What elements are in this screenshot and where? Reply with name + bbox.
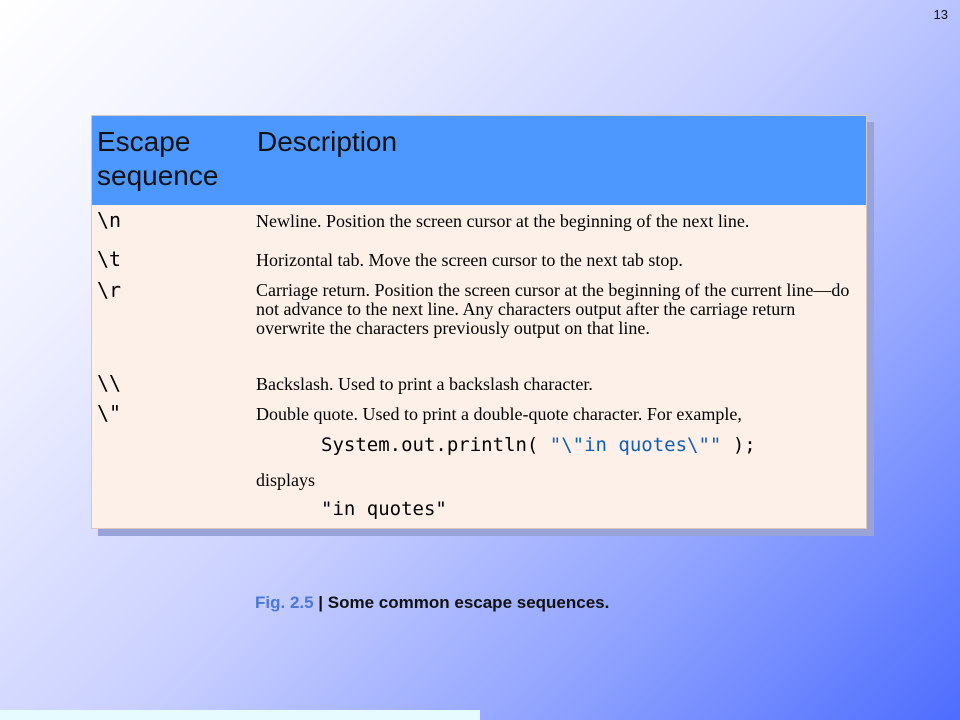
description-cell: Double quote. Used to print a double-quote character. For example, — [256, 404, 742, 424]
figure-caption — [255, 593, 609, 613]
figure-label: Fig. 2.5 — [255, 593, 314, 612]
example-code — [321, 434, 756, 456]
caption-separator: | — [313, 593, 328, 612]
description-cell: Horizontal tab. Move the screen cursor to the next tab stop. — [256, 250, 683, 270]
displays-label: displays — [256, 470, 316, 490]
example-output: "in quotes" — [321, 498, 447, 520]
caption-text: Some common escape sequences. — [327, 593, 610, 612]
code-prefix: System.out.println( — [321, 434, 550, 456]
description-cell: Carriage return. Position the screen cursor at the beginning of the current line—do not advance to the next line. Any characters output after the carriage return overwrite the characters previously output on that line. — [256, 280, 850, 338]
escape-sequence-cell: \t — [97, 247, 122, 271]
escape-sequence-cell: \" — [97, 401, 122, 425]
description-cell: Newline. Position the screen cursor at the beginning of the next line. — [256, 211, 750, 231]
header-escape-sequence: Escape sequence — [97, 126, 219, 191]
escape-sequence-cell: \n — [97, 208, 122, 232]
code-string-literal: "\"in quotes\"" — [549, 434, 722, 456]
escape-sequence-table — [91, 115, 867, 529]
escape-sequence-cell: \\ — [97, 371, 122, 395]
code-suffix: ); — [721, 434, 756, 456]
escape-sequence-cell: \r — [97, 278, 122, 302]
bottom-bar — [0, 710, 480, 720]
header-description: Description — [257, 126, 398, 157]
description-cell: Backslash. Used to print a backslash character. — [256, 374, 593, 394]
page-number: 13 — [933, 7, 948, 22]
table-header — [92, 116, 866, 205]
